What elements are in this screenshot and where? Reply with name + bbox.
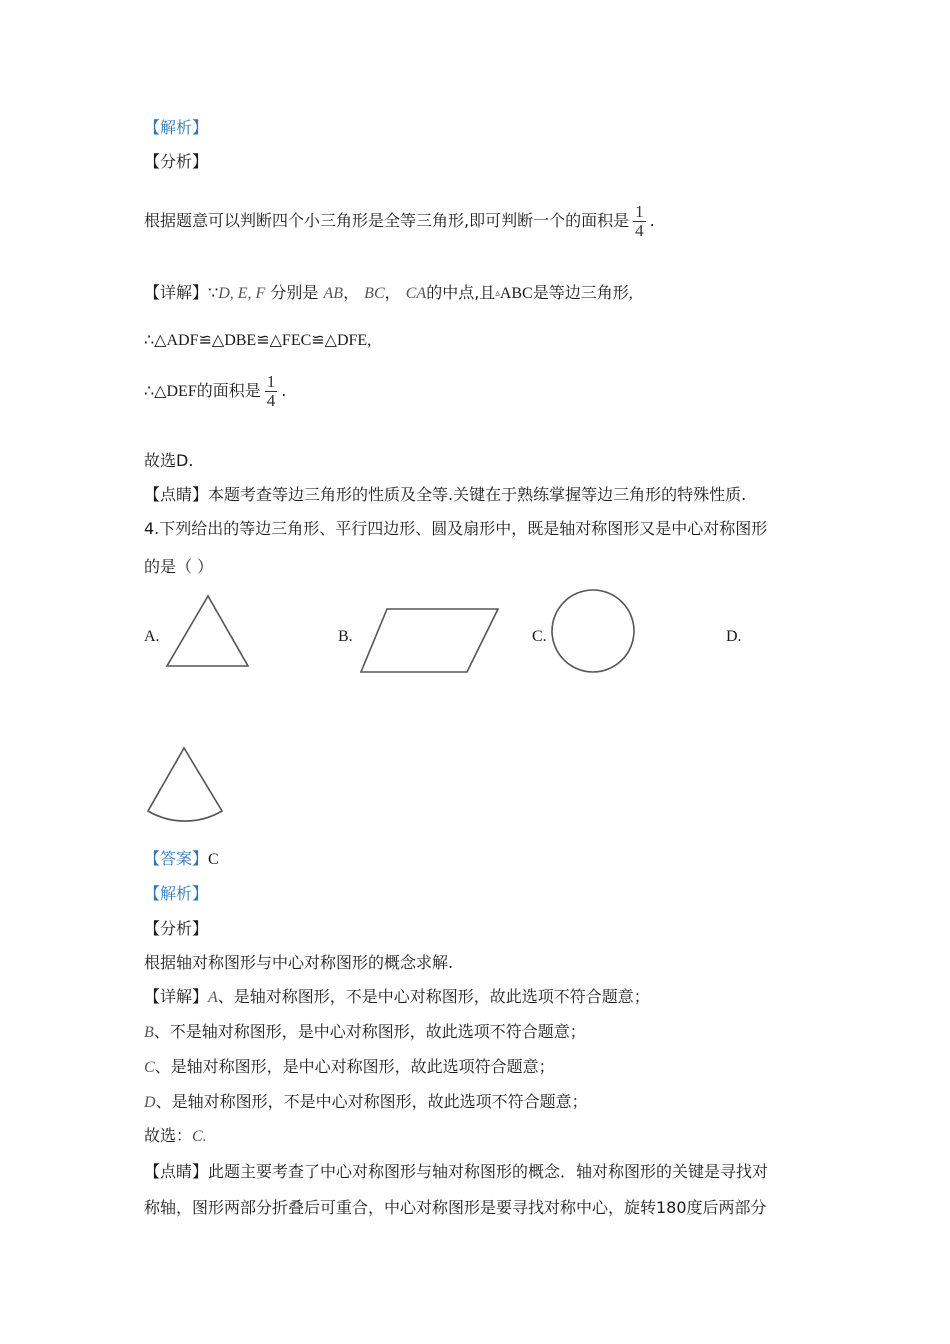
jiexi-label-1: 【解析】 <box>144 118 209 137</box>
comment-label-2: 【点睛】 <box>144 1162 209 1181</box>
equilateral-triangle-icon <box>160 590 260 674</box>
fenxi-label-2: 【分析】 <box>144 919 209 938</box>
option-b-label: B. <box>338 628 353 645</box>
circle-icon <box>548 587 640 677</box>
comment-line-2a: 【点睛】此题主要考查了中心对称图形与轴对称图形的概念．轴对称图形的关键是寻找对 <box>144 1162 769 1181</box>
choose-line: 故选：C. <box>144 1126 207 1145</box>
answer-line <box>144 848 219 871</box>
comment-label-1: 【点睛】 <box>144 485 209 504</box>
points-def: D, E, F <box>218 285 266 302</box>
detail-item-a: 【详解】A、是轴对称图形，不是中心对称图形，故此选项不符合题意； <box>144 987 650 1006</box>
area-line: ∴△DEF的面积是 $\frac{1}{4}$ . <box>144 372 287 410</box>
comment-line-1: 【点睛】本题考查等边三角形的性质及全等.关键在于熟练掌握等边三角形的特殊性质. <box>144 485 747 504</box>
detail-item-d: D、是轴对称图形，不是中心对称图形，故此选项不符合题意； <box>144 1092 588 1111</box>
question4-line2: 的是（ ） <box>144 557 214 576</box>
fenxi-label-1: 【分析】 <box>144 152 209 171</box>
answer-value: C <box>208 851 219 868</box>
question4-line1: 4.下列给出的等边三角形、平行四边形、圆及扇形中，既是轴对称图形又是中心对称图形 <box>144 519 768 538</box>
area-prefix: ∴△DEF的面积是 <box>144 383 261 400</box>
comment-line-2b: 称轴，图形两部分折叠后可重合，中心对称图形是要寻找对称中心，旋转180度后两部分 <box>144 1198 767 1217</box>
fraction-one-quarter-2: $\frac{1}{4}$ <box>266 372 276 410</box>
option-c-label: C. <box>532 628 547 645</box>
detail-label-2: 【详解】 <box>144 987 209 1006</box>
segment-bc: BC <box>364 285 385 302</box>
parallelogram-icon <box>355 600 505 680</box>
congruent-line: ∴△ADF≌△DBE≌△FEC≌△DFE, <box>144 332 372 349</box>
detail-item-c: C、是轴对称图形，是中心对称图形，故此选项符合题意； <box>144 1057 555 1076</box>
abc-equilateral-text: ABC是等边三角形, <box>499 285 633 302</box>
segment-ab: AB <box>323 285 344 302</box>
answer-choice-line: 故选D. <box>144 451 194 470</box>
answer-label: 【答案】 <box>144 849 209 868</box>
option-d-label: D. <box>726 628 742 645</box>
analysis-text-1: 根据题意可以判断四个小三角形是全等三角形,即可判断一个的面积是 <box>144 211 630 230</box>
detail-line-1: 【详解】∵D, E, F 分别是 AB， BC， CA的中点,且▵ABC是等边三角形, <box>144 283 633 302</box>
jiexi-label-2: 【解析】 <box>144 884 209 903</box>
sector-icon <box>140 742 230 830</box>
detail-label-1: 【详解】 <box>144 283 209 302</box>
analysis-text-2: 根据轴对称图形与中心对称图形的概念求解. <box>144 953 454 972</box>
analysis-line-1: 根据题意可以判断四个小三角形是全等三角形,即可判断一个的面积是 $\frac{1}{4}$ . <box>144 202 655 240</box>
fraction-one-quarter-1: $\frac{1}{4}$ <box>635 202 644 240</box>
option-a-label: A. <box>144 628 160 645</box>
segment-ca: CA <box>405 285 427 302</box>
detail-item-b: B、不是轴对称图形，是中心对称图形，故此选项不符合题意； <box>144 1022 586 1041</box>
